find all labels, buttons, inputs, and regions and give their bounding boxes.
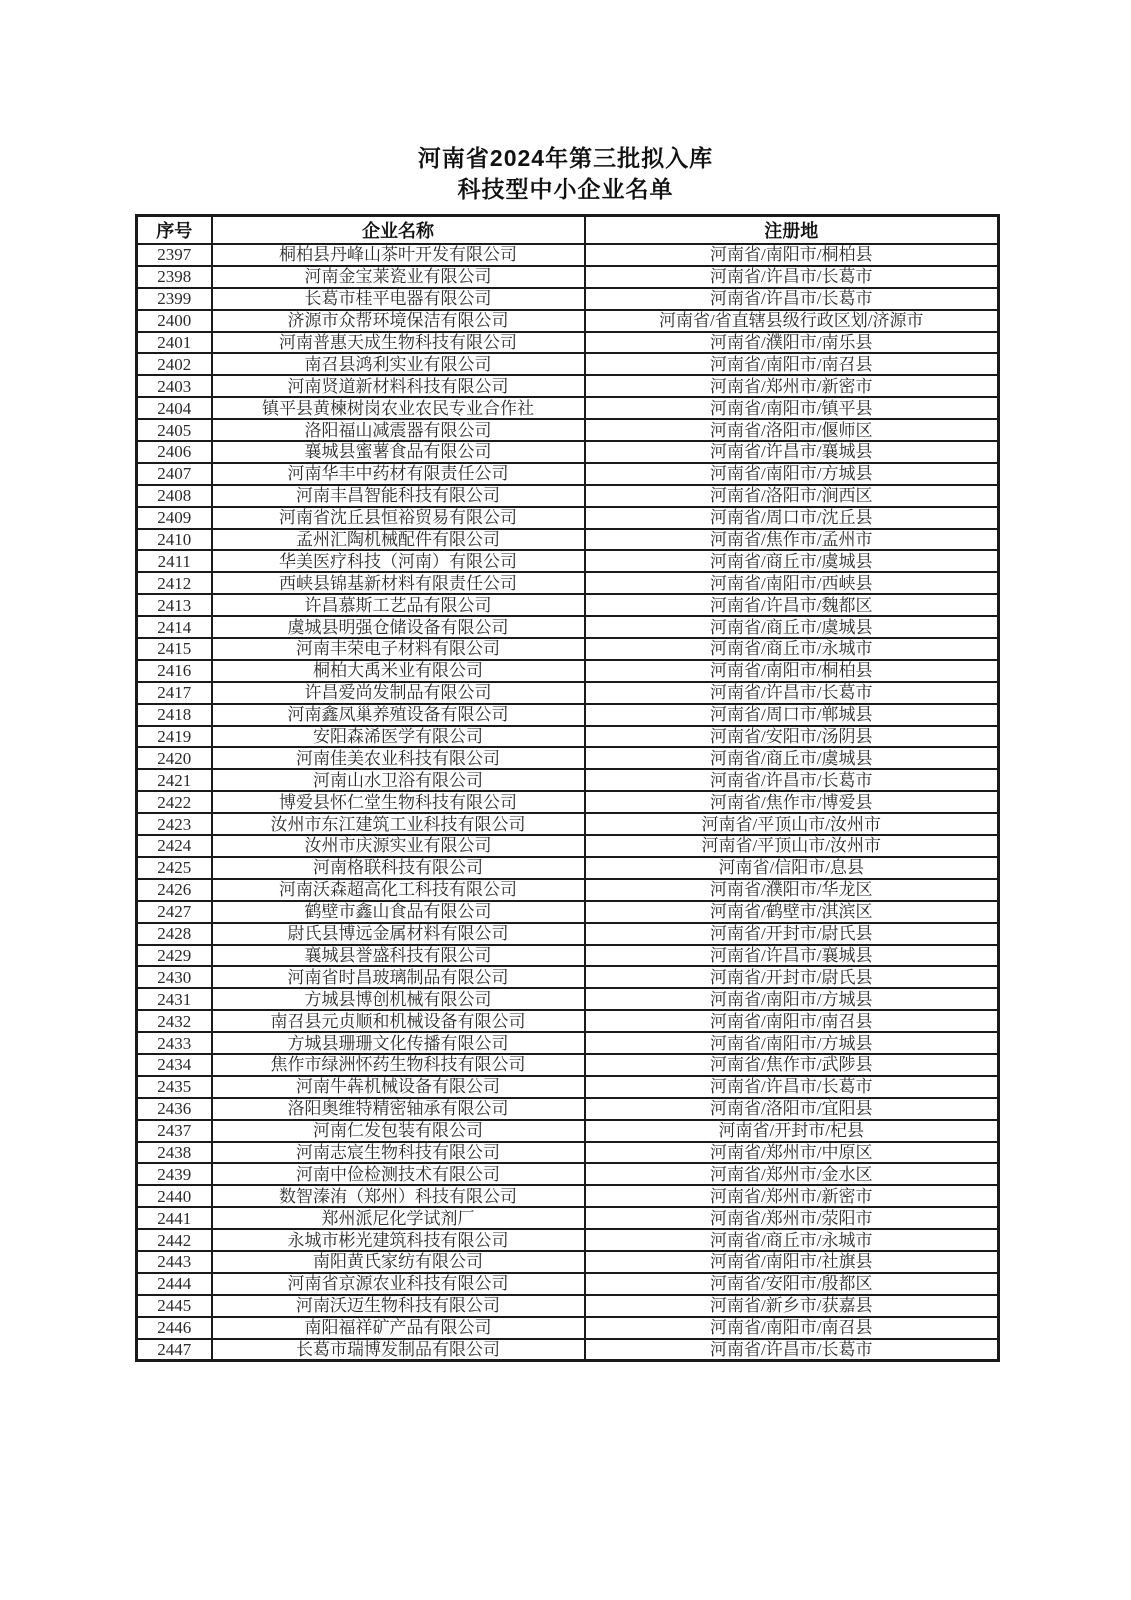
table-row [137,726,999,748]
serial-cell: 2407 [137,463,212,485]
registration-cell: 河南省/濮阳市/华龙区 [585,879,999,901]
serial-cell: 2403 [137,375,212,397]
serial-cell: 2402 [137,353,212,375]
table-row [137,594,999,616]
company-name-cell: 河南省沈丘县恒裕贸易有限公司 [212,507,585,529]
registration-cell: 河南省/平顶山市/汝州市 [585,835,999,857]
serial-cell: 2446 [137,1317,212,1339]
table-row [137,901,999,923]
registration-cell: 河南省/商丘市/虞城县 [585,550,999,572]
registration-cell: 河南省/焦作市/武陟县 [585,1054,999,1076]
page-title-line2: 科技型中小企业名单 [457,176,674,202]
registration-cell: 河南省/焦作市/孟州市 [585,529,999,551]
table-row [137,485,999,507]
serial-cell: 2421 [137,769,212,791]
serial-cell: 2423 [137,813,212,835]
serial-cell: 2439 [137,1163,212,1185]
serial-cell: 2447 [137,1339,212,1361]
table-row [137,266,999,288]
table-row [137,1339,999,1361]
table-row [137,507,999,529]
serial-cell: 2406 [137,441,212,463]
company-name-cell: 安阳森浠医学有限公司 [212,726,585,748]
table-row [137,1010,999,1032]
serial-cell: 2404 [137,397,212,419]
serial-cell: 2425 [137,857,212,879]
page-title-line1: 河南省2024年第三批拟入库 [417,145,714,171]
serial-cell: 2400 [137,310,212,332]
company-name-cell: 华美医疗科技（河南）有限公司 [212,550,585,572]
table-row [137,1229,999,1251]
company-name-cell: 洛阳奥维特精密轴承有限公司 [212,1098,585,1120]
company-name-cell: 河南沃森超高化工科技有限公司 [212,879,585,901]
registration-cell: 河南省/南阳市/桐柏县 [585,244,999,266]
table-row [137,1032,999,1054]
company-name-cell: 河南丰昌智能科技有限公司 [212,485,585,507]
registration-cell: 河南省/许昌市/魏都区 [585,594,999,616]
company-name-cell: 济源市众帮环境保洁有限公司 [212,310,585,332]
company-name-cell: 镇平县黄楝树岗农业农民专业合作社 [212,397,585,419]
table-row [137,1120,999,1142]
registration-cell: 河南省/商丘市/永城市 [585,1229,999,1251]
company-name-cell: 河南仁发包装有限公司 [212,1120,585,1142]
serial-cell: 2436 [137,1098,212,1120]
serial-cell: 2405 [137,419,212,441]
serial-cell: 2427 [137,901,212,923]
table-row [137,616,999,638]
registration-cell: 河南省/开封市/杞县 [585,1120,999,1142]
registration-cell: 河南省/郑州市/金水区 [585,1163,999,1185]
company-name-cell: 鹤壁市鑫山食品有限公司 [212,901,585,923]
serial-cell: 2410 [137,529,212,551]
registration-cell: 河南省/洛阳市/涧西区 [585,485,999,507]
company-name-cell: 河南普惠天成生物科技有限公司 [212,332,585,354]
serial-cell: 2411 [137,550,212,572]
serial-cell: 2429 [137,945,212,967]
company-name-cell: 焦作市绿洲怀药生物科技有限公司 [212,1054,585,1076]
table-row [137,572,999,594]
registration-cell: 河南省/平顶山市/汝州市 [585,813,999,835]
registration-cell: 河南省/郑州市/荥阳市 [585,1207,999,1229]
company-name-cell: 方城县博创机械有限公司 [212,988,585,1010]
table-row [137,397,999,419]
serial-cell: 2441 [137,1207,212,1229]
company-name-cell: 河南鑫凤巢养殖设备有限公司 [212,704,585,726]
serial-cell: 2422 [137,791,212,813]
table-row [137,463,999,485]
table-row [137,1295,999,1317]
serial-cell: 2409 [137,507,212,529]
registration-cell: 河南省/许昌市/长葛市 [585,769,999,791]
registration-cell: 河南省/南阳市/社旗县 [585,1251,999,1273]
serial-cell: 2397 [137,244,212,266]
table-row [137,1163,999,1185]
table-row [137,1251,999,1273]
company-name-cell: 南召县鸿利实业有限公司 [212,353,585,375]
company-name-cell: 河南沃迈生物科技有限公司 [212,1295,585,1317]
registration-cell: 河南省/许昌市/襄城县 [585,945,999,967]
company-name-cell: 南阳黄氏家纺有限公司 [212,1251,585,1273]
table-row [137,310,999,332]
serial-cell: 2412 [137,572,212,594]
table-row [137,288,999,310]
table-row [137,966,999,988]
registration-cell: 河南省/周口市/沈丘县 [585,507,999,529]
registration-cell: 河南省/许昌市/长葛市 [585,266,999,288]
serial-cell: 2431 [137,988,212,1010]
company-name-cell: 桐柏大禹米业有限公司 [212,660,585,682]
table-row [137,1142,999,1164]
table-row [137,375,999,397]
registration-cell: 河南省/商丘市/永城市 [585,638,999,660]
header-serial: 序号 [137,216,212,245]
company-name-cell: 虞城县明强仓储设备有限公司 [212,616,585,638]
serial-cell: 2419 [137,726,212,748]
serial-cell: 2401 [137,332,212,354]
registration-cell: 河南省/南阳市/方城县 [585,463,999,485]
table-row [137,747,999,769]
serial-cell: 2445 [137,1295,212,1317]
company-name-cell: 河南志宸生物科技有限公司 [212,1142,585,1164]
serial-cell: 2426 [137,879,212,901]
registration-cell: 河南省/南阳市/南召县 [585,353,999,375]
registration-cell: 河南省/濮阳市/南乐县 [585,332,999,354]
company-name-cell: 襄城县蜜薯食品有限公司 [212,441,585,463]
table-row [137,638,999,660]
table-row [137,988,999,1010]
company-name-cell: 孟州汇陶机械配件有限公司 [212,529,585,551]
table-row [137,353,999,375]
registration-cell: 河南省/洛阳市/宜阳县 [585,1098,999,1120]
serial-cell: 2434 [137,1054,212,1076]
company-name-cell: 南阳福祥矿产品有限公司 [212,1317,585,1339]
registration-cell: 河南省/南阳市/方城县 [585,988,999,1010]
registration-cell: 河南省/信阳市/息县 [585,857,999,879]
company-name-cell: 许昌爱尚发制品有限公司 [212,682,585,704]
registration-cell: 河南省/南阳市/南召县 [585,1317,999,1339]
table-row [137,550,999,572]
company-name-cell: 河南华丰中药材有限责任公司 [212,463,585,485]
serial-cell: 2416 [137,660,212,682]
table-row [137,660,999,682]
registration-cell: 河南省/郑州市/新密市 [585,375,999,397]
registration-cell: 河南省/郑州市/新密市 [585,1185,999,1207]
company-name-cell: 长葛市桂平电器有限公司 [212,288,585,310]
page-title [0,143,1131,205]
table-row [137,857,999,879]
company-name-cell: 方城县珊珊文化传播有限公司 [212,1032,585,1054]
table-header [137,216,999,245]
registration-cell: 河南省/许昌市/长葛市 [585,1076,999,1098]
company-name-cell: 河南省时昌玻璃制品有限公司 [212,966,585,988]
company-name-cell: 河南佳美农业科技有限公司 [212,747,585,769]
registration-cell: 河南省/许昌市/襄城县 [585,441,999,463]
serial-cell: 2398 [137,266,212,288]
table-row [137,1054,999,1076]
table-row [137,835,999,857]
table-row [137,441,999,463]
registration-cell: 河南省/安阳市/汤阴县 [585,726,999,748]
serial-cell: 2442 [137,1229,212,1251]
company-name-cell: 西峡县锦基新材料有限责任公司 [212,572,585,594]
registration-cell: 河南省/洛阳市/偃师区 [585,419,999,441]
company-name-cell: 河南中俭检测技术有限公司 [212,1163,585,1185]
table-row [137,769,999,791]
serial-cell: 2414 [137,616,212,638]
serial-cell: 2444 [137,1273,212,1295]
serial-cell: 2430 [137,966,212,988]
table-row [137,923,999,945]
serial-cell: 2417 [137,682,212,704]
registration-cell: 河南省/焦作市/博爱县 [585,791,999,813]
registration-cell: 河南省/商丘市/虞城县 [585,747,999,769]
serial-cell: 2437 [137,1120,212,1142]
registration-cell: 河南省/许昌市/长葛市 [585,682,999,704]
registration-cell: 河南省/南阳市/西峡县 [585,572,999,594]
company-name-cell: 襄城县誉盛科技有限公司 [212,945,585,967]
table-row [137,1317,999,1339]
table-row [137,1185,999,1207]
registration-cell: 河南省/商丘市/虞城县 [585,616,999,638]
company-name-cell: 河南丰荣电子材料有限公司 [212,638,585,660]
registration-cell: 河南省/周口市/郸城县 [585,704,999,726]
registration-cell: 河南省/南阳市/方城县 [585,1032,999,1054]
company-name-cell: 河南格联科技有限公司 [212,857,585,879]
registration-cell: 河南省/鹤壁市/淇滨区 [585,901,999,923]
companies-table [135,214,1000,1362]
table-row [137,244,999,266]
company-name-cell: 博爱县怀仁堂生物科技有限公司 [212,791,585,813]
company-name-cell: 洛阳福山减震器有限公司 [212,419,585,441]
table-row [137,704,999,726]
registration-cell: 河南省/南阳市/南召县 [585,1010,999,1032]
table-row [137,332,999,354]
table-row [137,1076,999,1098]
header-row [137,216,999,245]
company-name-cell: 数智溱洧（郑州）科技有限公司 [212,1185,585,1207]
company-name-cell: 尉氏县博远金属材料有限公司 [212,923,585,945]
table-row [137,791,999,813]
table-body [137,244,999,1361]
registration-cell: 河南省/郑州市/中原区 [585,1142,999,1164]
company-name-cell: 南召县元贞顺和机械设备有限公司 [212,1010,585,1032]
company-name-cell: 郑州派尼化学试剂厂 [212,1207,585,1229]
company-name-cell: 长葛市瑞博发制品有限公司 [212,1339,585,1361]
table-row [137,1273,999,1295]
company-name-cell: 河南贤道新材料科技有限公司 [212,375,585,397]
serial-cell: 2408 [137,485,212,507]
registration-cell: 河南省/省直辖县级行政区划/济源市 [585,310,999,332]
table-row [137,529,999,551]
company-name-cell: 河南牛犇机械设备有限公司 [212,1076,585,1098]
serial-cell: 2428 [137,923,212,945]
company-name-cell: 河南省京源农业科技有限公司 [212,1273,585,1295]
company-name-cell: 汝州市庆源实业有限公司 [212,835,585,857]
serial-cell: 2399 [137,288,212,310]
table-row [137,945,999,967]
serial-cell: 2415 [137,638,212,660]
serial-cell: 2424 [137,835,212,857]
serial-cell: 2438 [137,1142,212,1164]
registration-cell: 河南省/南阳市/桐柏县 [585,660,999,682]
registration-cell: 河南省/许昌市/长葛市 [585,288,999,310]
company-name-cell: 汝州市东江建筑工业科技有限公司 [212,813,585,835]
table-row [137,813,999,835]
table-row [137,682,999,704]
table-row [137,419,999,441]
serial-cell: 2432 [137,1010,212,1032]
serial-cell: 2440 [137,1185,212,1207]
serial-cell: 2418 [137,704,212,726]
registration-cell: 河南省/安阳市/殷都区 [585,1273,999,1295]
serial-cell: 2433 [137,1032,212,1054]
serial-cell: 2420 [137,747,212,769]
table-row [137,879,999,901]
company-name-cell: 河南山水卫浴有限公司 [212,769,585,791]
registration-cell: 河南省/许昌市/长葛市 [585,1339,999,1361]
header-registration: 注册地 [585,216,999,245]
registration-cell: 河南省/开封市/尉氏县 [585,923,999,945]
company-name-cell: 河南金宝莱瓷业有限公司 [212,266,585,288]
registration-cell: 河南省/南阳市/镇平县 [585,397,999,419]
registration-cell: 河南省/新乡市/获嘉县 [585,1295,999,1317]
company-name-cell: 桐柏县丹峰山茶叶开发有限公司 [212,244,585,266]
serial-cell: 2443 [137,1251,212,1273]
registration-cell: 河南省/开封市/尉氏县 [585,966,999,988]
serial-cell: 2413 [137,594,212,616]
company-name-cell: 永城市彬光建筑科技有限公司 [212,1229,585,1251]
company-name-cell: 许昌慕斯工艺品有限公司 [212,594,585,616]
serial-cell: 2435 [137,1076,212,1098]
header-company-name: 企业名称 [212,216,585,245]
table-row [137,1207,999,1229]
table-row [137,1098,999,1120]
